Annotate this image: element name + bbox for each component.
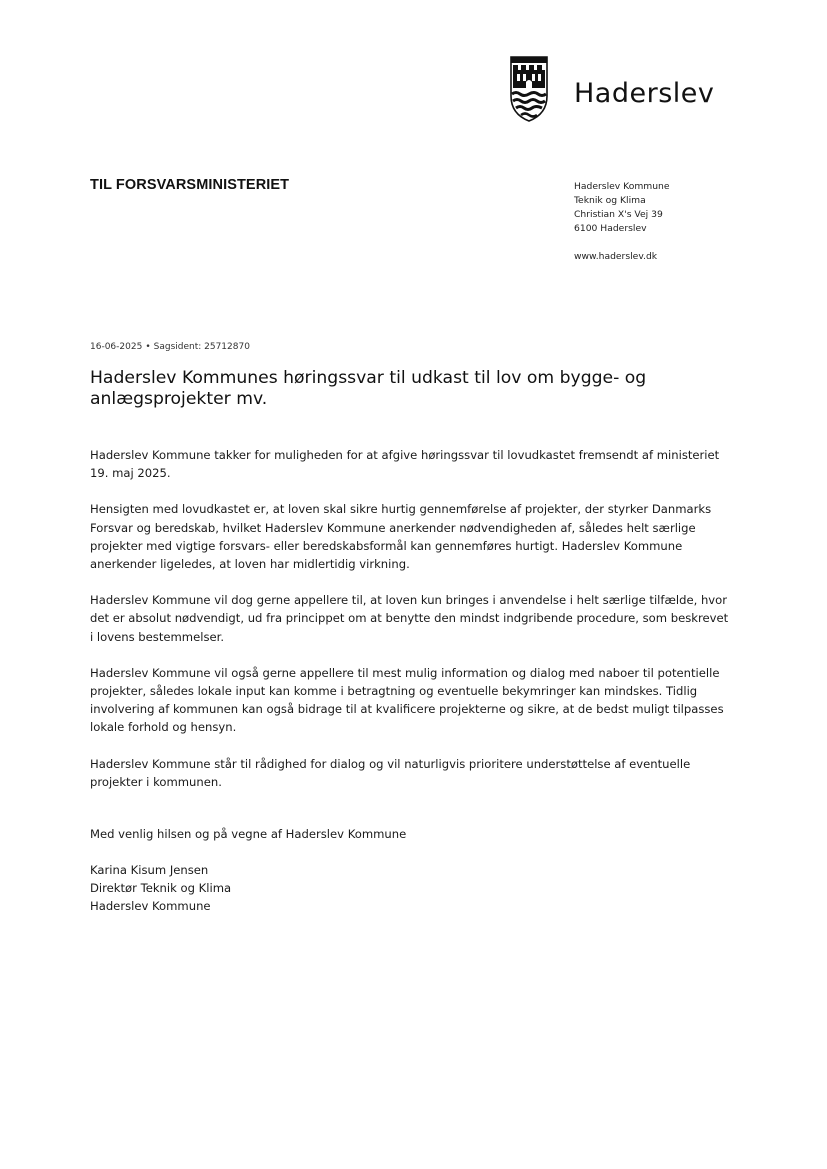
body-paragraph: Haderslev Kommune står til rådighed for dialog og vil naturligvis prioritere understøttelse af eventuelle projekter i kommunen. xyxy=(90,756,691,789)
letter-meta xyxy=(90,342,250,352)
coat-of-arms-icon xyxy=(510,56,548,122)
sender-postal: 6100 Haderslev xyxy=(574,223,647,234)
sender-website-link[interactable]: www.haderslev.dk xyxy=(574,251,658,262)
body-paragraph: Hensigten med lovudkastet er, at loven skal sikre hurtig gennemførelse af projekter, der styrker Danmarks Forsvar og beredskab, hvilket Haderslev Kommune anerkender nødvendigheden af, således helt særlige projekter med vigtige forsvars- eller beredskabsformål kan gennemføres hurtigt. Haderslev Kommune anerkender ligeledes, at loven har midlertidig virkning. xyxy=(90,502,712,572)
sender-street: Christian X's Vej 39 xyxy=(574,209,663,220)
body-paragraph: Haderslev Kommune takker for muligheden for at afgive høringssvar til lovudkastet fremsendt af ministeriet 19. maj 2025. xyxy=(90,448,720,481)
signature-name: Karina Kisum Jensen xyxy=(90,863,209,877)
sender-address-block xyxy=(574,180,670,264)
recipient-heading: TIL FORSVARSMINISTERIET xyxy=(90,177,290,193)
letter-title: Haderslev Kommunes høringssvar til udkast til lov om bygge- og anlægsprojekter mv. xyxy=(90,368,647,409)
letter-body xyxy=(90,446,730,809)
case-id: Sagsident: 25712870 xyxy=(153,342,250,352)
sender-org: Haderslev Kommune xyxy=(574,181,670,192)
body-paragraph: Haderslev Kommune vil også gerne appellere til mest mulig information og dialog med naboer til potentielle projekter, således lokale input kan komme i betragtning og eventuelle bekymringer kan mindskes. Tidlig involvering af kommunen kan også bidrage til at kvalificere projekterne og sikre, at de bedst muligt tilpasses lokale forhold og hensyn. xyxy=(90,665,724,735)
meta-separator: • xyxy=(145,342,151,352)
signature-org: Haderslev Kommune xyxy=(90,899,211,914)
body-paragraph: Haderslev Kommune vil dog gerne appellere til, at loven kun bringes i anvendelse i helt særlige tilfælde, hvor det er absolut nødvendigt, ud fra princippet om at benytte den mindst indgribende procedure, som beskrevet i lovens bestemmelser. xyxy=(90,593,729,644)
haderslev-logo xyxy=(510,56,750,124)
signature-role: Direktør Teknik og Klima xyxy=(90,881,232,896)
signature-block xyxy=(90,861,231,916)
letter-date: 16-06-2025 xyxy=(90,342,143,352)
logo-wordmark: Haderslev xyxy=(574,78,715,109)
closing-line: Med venlig hilsen og på vegne af Haderslev Kommune xyxy=(90,827,407,841)
sender-department: Teknik og Klima xyxy=(574,195,646,206)
